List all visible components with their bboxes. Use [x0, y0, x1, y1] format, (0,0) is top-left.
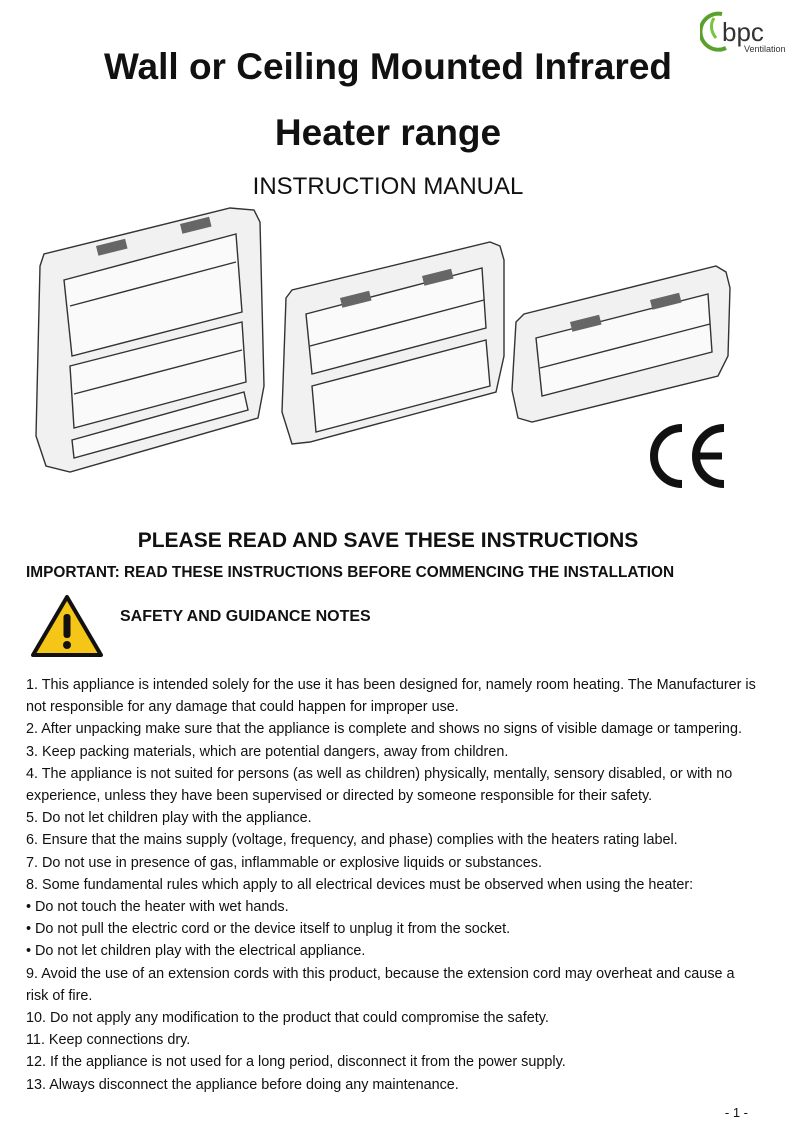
note-item: 2. After unpacking make sure that the appliance is complete and shows no signs of visible damage or tampering.	[26, 721, 742, 738]
note-item: 9. Avoid the use of an extension cords with this product, because the extension cord may overheat and cause a risk of fire.	[26, 965, 735, 1004]
subtitle: INSTRUCTION MANUAL	[252, 173, 524, 200]
logo-text: bpc	[722, 17, 764, 47]
note-item: 13. Always disconnect the appliance before doing any maintenance.	[26, 1076, 459, 1093]
note-item: 8. Some fundamental rules which apply to all electrical devices must be observed when using the heater:	[26, 876, 694, 893]
logo-subtext: Ventilation	[744, 44, 786, 54]
warning-triangle-icon	[30, 594, 104, 658]
safety-notes-list	[26, 674, 756, 1096]
ce-mark	[646, 420, 730, 492]
page-number: - 1 -	[724, 1105, 748, 1120]
title-line-2: Heater range	[274, 112, 502, 153]
note-item: 4. The appliance is not suited for persons (as well as children) physically, mentally, sensory disabled, or with no experience, unless they have been supervised or directed by someone responsible for their safety.	[26, 765, 733, 805]
read-save-heading: PLEASE READ AND SAVE THESE INSTRUCTIONS	[137, 529, 639, 552]
note-item: • Do not touch the heater with wet hands.	[26, 899, 289, 916]
note-item: 6. Ensure that the mains supply (voltage, frequency, and phase) complies with the heaters rating label.	[26, 832, 678, 849]
note-item: 7. Do not use in presence of gas, inflammable or explosive liquids or substances.	[26, 854, 542, 871]
safety-heading: SAFETY AND GUIDANCE NOTES	[120, 608, 371, 625]
note-item: 3. Keep packing materials, which are potential dangers, away from children.	[26, 743, 509, 760]
note-item: • Do not let children play with the electrical appliance.	[26, 943, 366, 960]
title-line-1: Wall or Ceiling Mounted Infrared	[103, 46, 673, 87]
note-item: 5. Do not let children play with the appliance.	[26, 810, 312, 827]
note-item: 10. Do not apply any modification to the product that could compromise the safety.	[26, 1010, 549, 1027]
important-heading: IMPORTANT: READ THESE INSTRUCTIONS BEFORE COMMENCING THE INSTALLATION	[26, 564, 675, 581]
note-item: 11. Keep connections dry.	[26, 1032, 191, 1049]
note-item: • Do not pull the electric cord or the device itself to unplug it from the socket.	[26, 921, 511, 938]
note-item: 1. This appliance is intended solely for the use it has been designed for, namely room heating. The Manufacturer is not responsible for any damage that could happen for improper use.	[26, 677, 756, 716]
note-item: 12. If the appliance is not used for a long period, disconnect it from the power supply.	[26, 1054, 566, 1071]
